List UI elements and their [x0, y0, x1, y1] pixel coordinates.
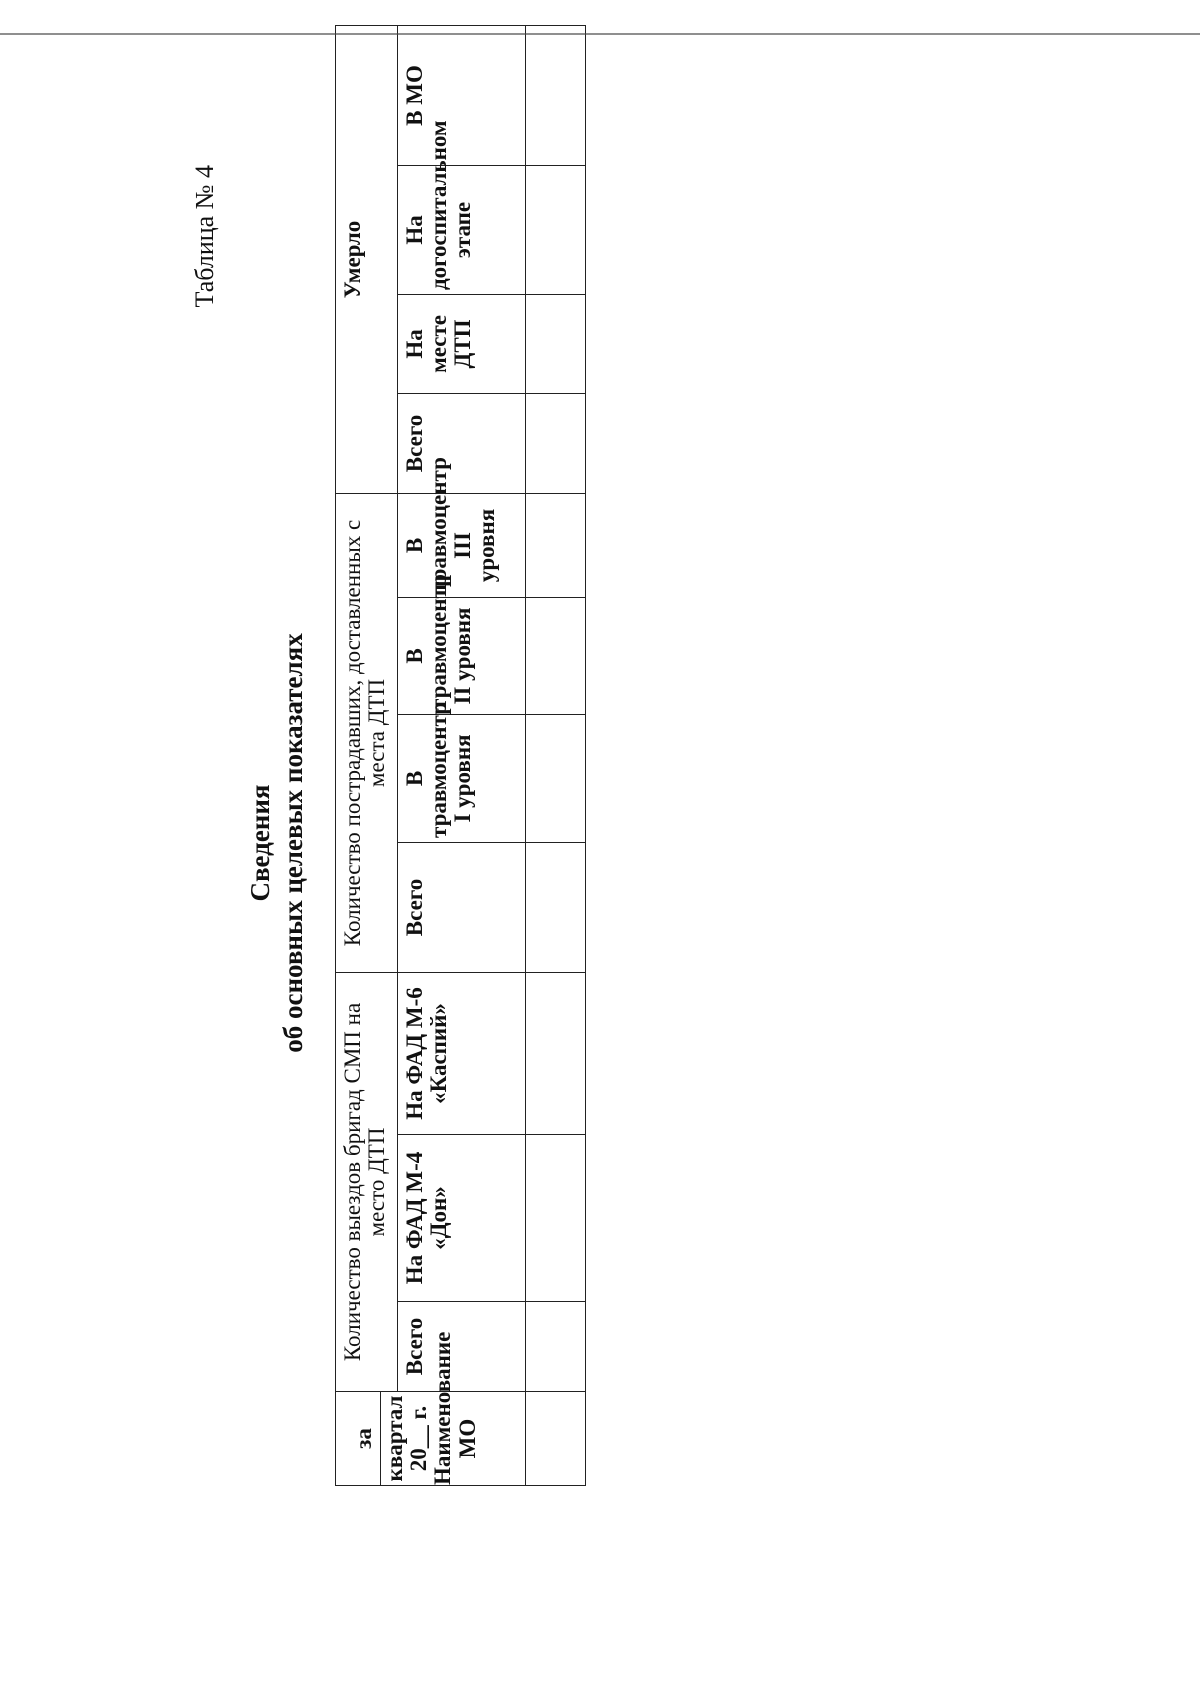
- table-cell[interactable]: [526, 25, 586, 165]
- header-died-group: Умерло: [336, 25, 398, 493]
- header-trips-m6: На ФАД М-6 «Каспий»: [398, 972, 526, 1134]
- header-died-mo: В МО: [398, 25, 526, 165]
- table-cell[interactable]: [526, 842, 586, 972]
- header-died-total: Всего: [398, 393, 526, 493]
- table-header-row-groups: [336, 25, 398, 1485]
- header-period: квартал 20__ г.: [382, 1395, 432, 1482]
- header-died-prehospital: На догоспитальном этапе: [398, 165, 526, 294]
- header-trips-total: Всего: [398, 1302, 526, 1392]
- table-cell[interactable]: [526, 294, 586, 393]
- header-victims-level1: В травмоцентр I уровня: [398, 714, 526, 842]
- table-cell[interactable]: [526, 1302, 586, 1392]
- table-header-row-sub: [398, 25, 526, 1485]
- header-trips-m4: На ФАД М-4 «Дон»: [398, 1135, 526, 1302]
- document-title: Сведения: [245, 784, 275, 902]
- table-cell[interactable]: [526, 597, 586, 714]
- table-cell[interactable]: [526, 393, 586, 493]
- header-victims-total: Всего: [398, 842, 526, 972]
- document-subtitle: об основных целевых показателях: [278, 633, 308, 1053]
- table-cell[interactable]: [526, 714, 586, 842]
- header-trips-group: Количество выездов бригад СМП на место ДТП: [336, 972, 398, 1391]
- table-cell[interactable]: [526, 493, 586, 597]
- scan-edge-line: [0, 33, 1200, 35]
- indicators-table: [335, 25, 586, 1486]
- table-cell[interactable]: [526, 972, 586, 1134]
- header-za: за: [352, 1392, 381, 1485]
- header-victims-level3: В травмоцентр III уровня: [398, 493, 526, 597]
- header-victims-level2: В травмоцентр II уровня: [398, 597, 526, 714]
- table-cell[interactable]: [526, 165, 586, 294]
- table-cell[interactable]: [526, 1392, 586, 1486]
- table-row: [526, 25, 586, 1485]
- header-died-scene: На месте ДТП: [398, 294, 526, 393]
- table-cell[interactable]: [526, 1135, 586, 1302]
- header-victims-group: Количество пострадавших, доставленных с места ДТП: [336, 493, 398, 972]
- header-mo-name: Наименование МО: [430, 1331, 480, 1485]
- table-number-label: Таблица № 4: [190, 165, 219, 308]
